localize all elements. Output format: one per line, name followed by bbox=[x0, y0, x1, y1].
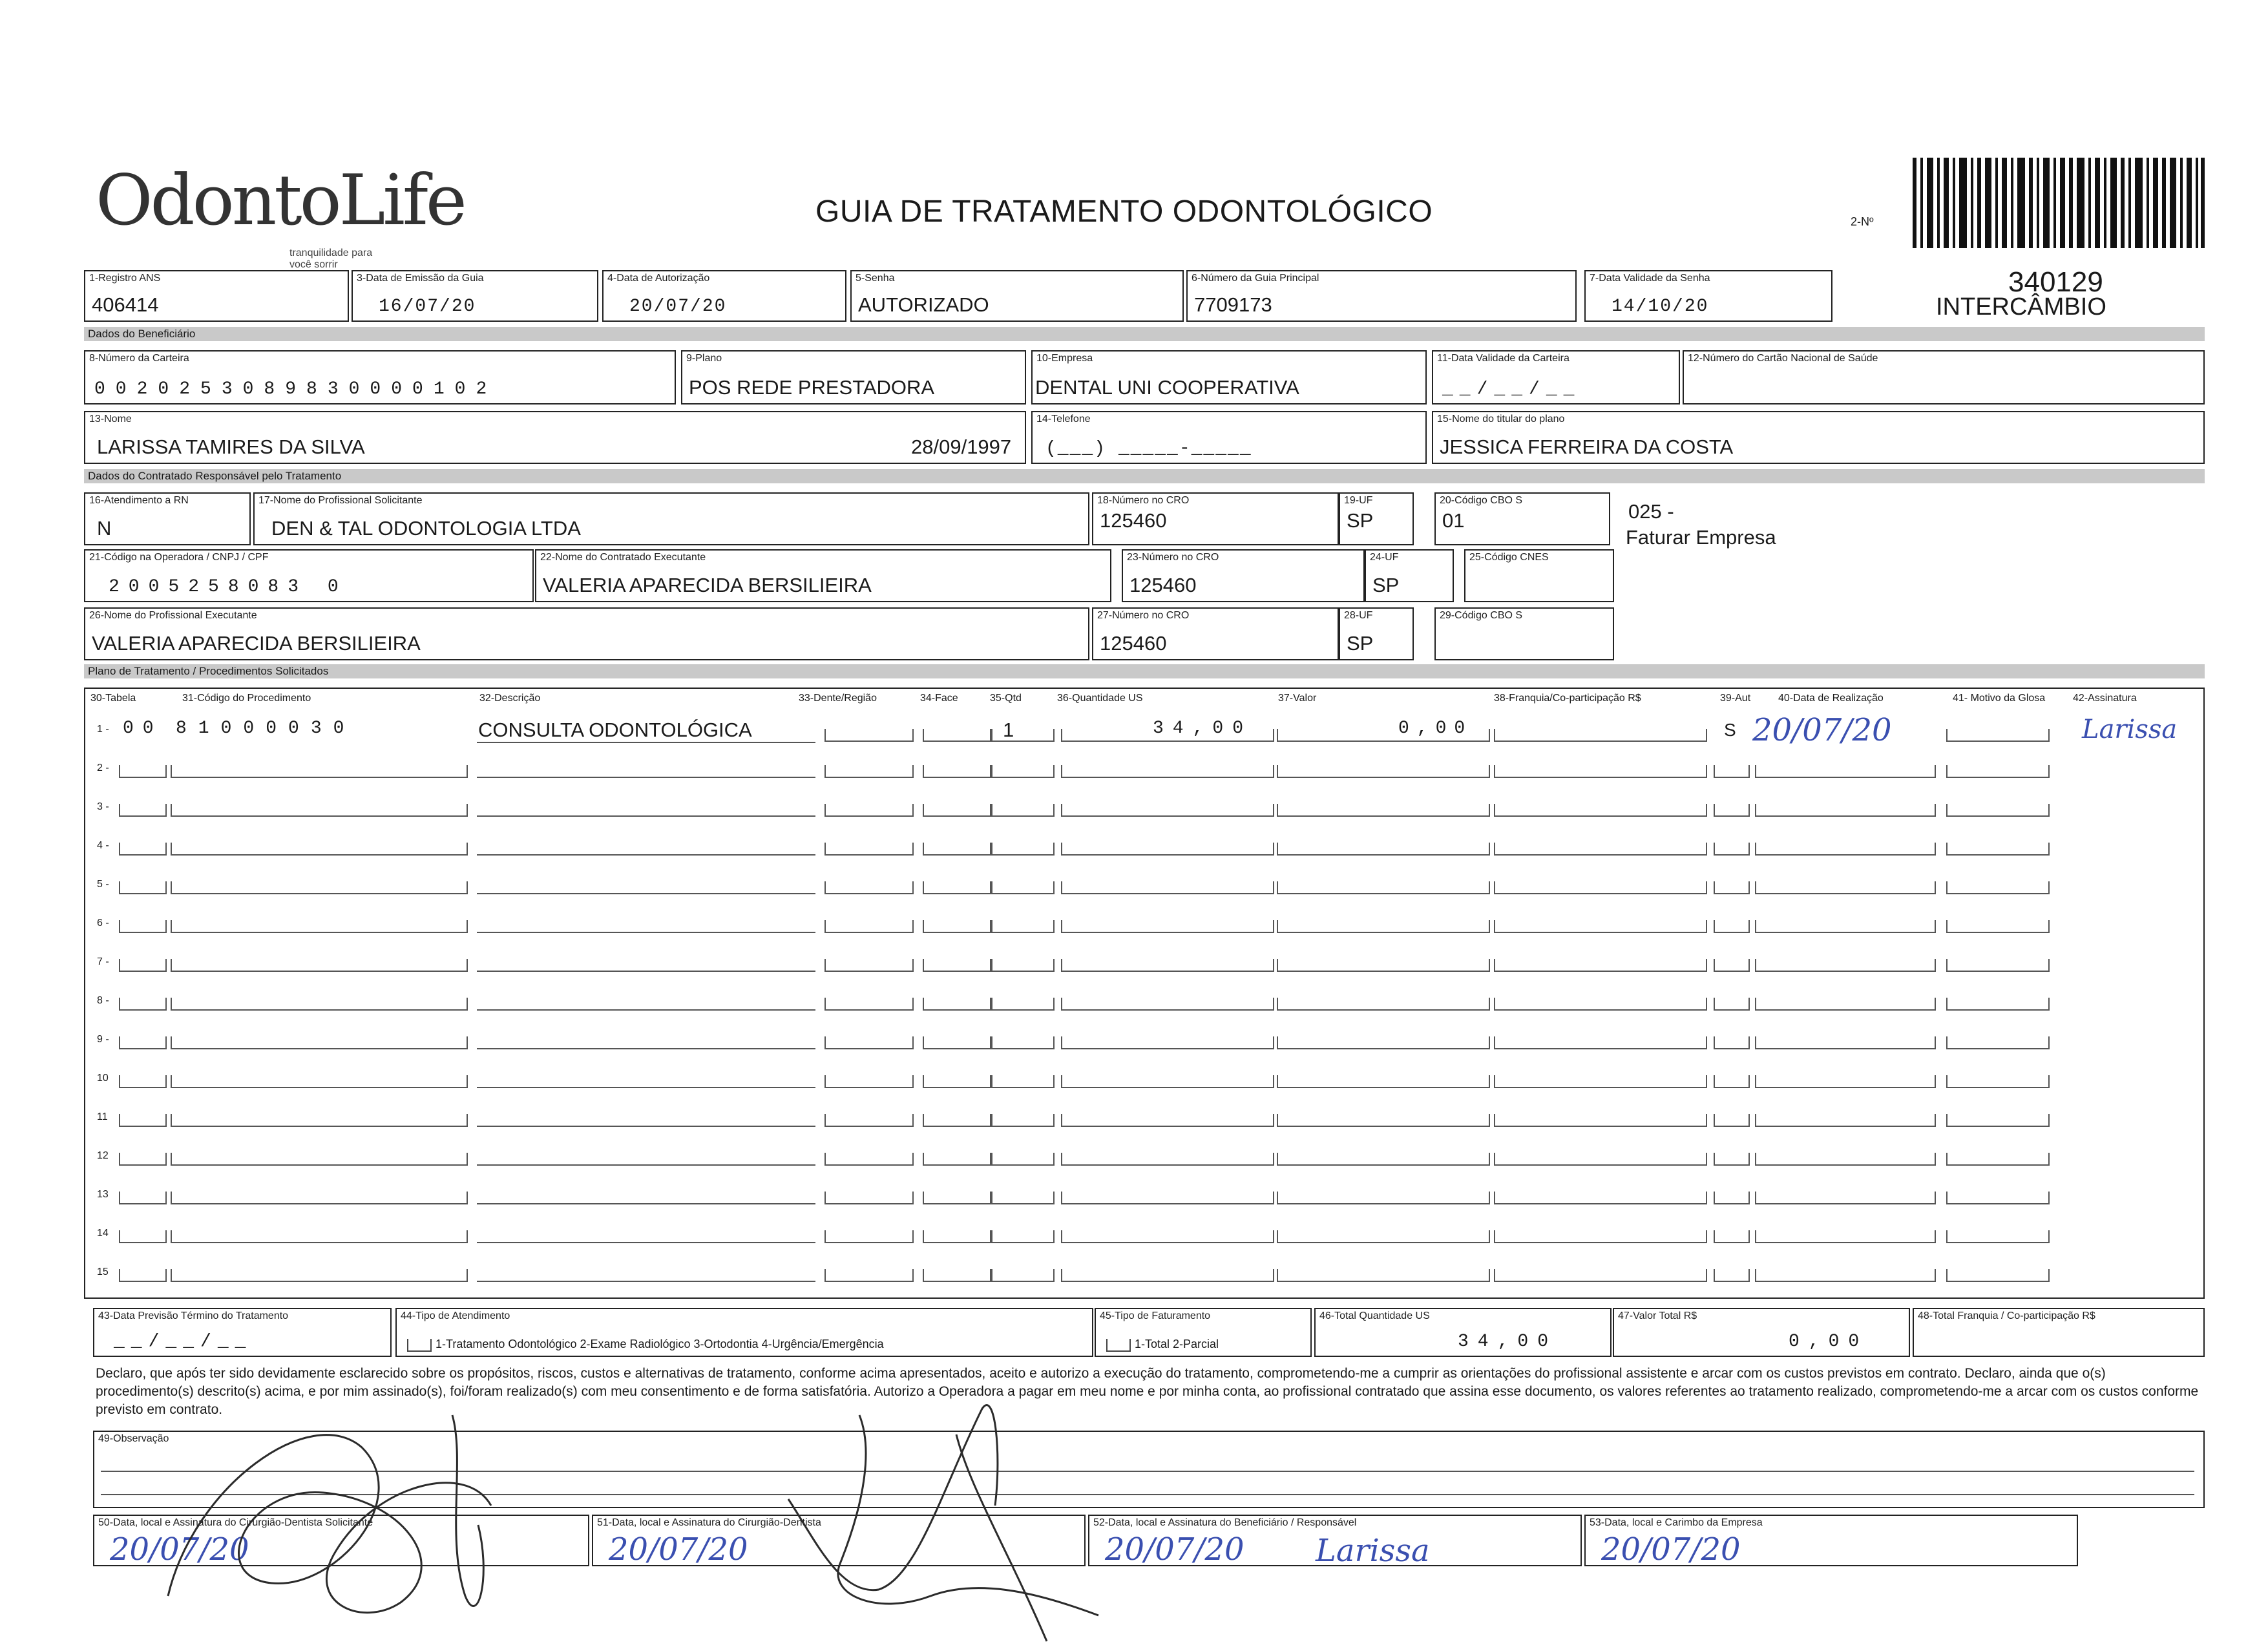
row1-valor: 0,00 bbox=[1398, 719, 1473, 739]
procedure-row-7[interactable]: 7 - bbox=[85, 947, 2203, 977]
carteira-value: 0020253089830000102 bbox=[94, 379, 498, 399]
cro-18-value: 125460 bbox=[1100, 509, 1167, 532]
col-codigo: 31-Código do Procedimento bbox=[182, 693, 311, 704]
profissional-executante-value: VALERIA APARECIDA BERSILIEIRA bbox=[92, 632, 421, 655]
col-tabela: 30-Tabela bbox=[90, 693, 136, 704]
col-valor: 37-Valor bbox=[1278, 693, 1317, 704]
field-contratado-executante[interactable]: 22-Nome do Contratado Executante VALERIA APARECIDA BERSILIEIRA bbox=[535, 549, 1111, 602]
previsao-value: __/__/__ bbox=[114, 1332, 253, 1352]
row1-data-realizacao: 20/07/20 bbox=[1752, 712, 1892, 748]
col-qtd-us: 36-Quantidade US bbox=[1057, 693, 1143, 704]
section-plano: Plano de Tratamento / Procedimentos Solicitados bbox=[84, 664, 2205, 678]
field-profissional-executante[interactable]: 26-Nome do Profissional Executante VALERIA APARECIDA BERSILIEIRA bbox=[84, 607, 1089, 660]
col-franquia: 38-Franquia/Co-participação R$ bbox=[1494, 693, 1641, 704]
nome-value: LARISSA TAMIRES DA SILVA bbox=[97, 436, 365, 458]
validade-senha-value: 14/10/20 bbox=[1612, 297, 1709, 317]
procedure-row-10[interactable]: 10 bbox=[85, 1064, 2203, 1093]
senha-value: AUTORIZADO bbox=[858, 293, 989, 316]
col-data-realizacao: 40-Data de Realização bbox=[1778, 693, 1884, 704]
field-valor-total[interactable]: 47-Valor Total R$ 0,00 bbox=[1613, 1308, 1910, 1357]
field-cnes[interactable]: 25-Código CNES bbox=[1464, 549, 1614, 602]
total-us-value: 34,00 bbox=[1458, 1332, 1558, 1352]
profissional-solicitante-value: DEN & TAL ODONTOLOGIA LTDA bbox=[271, 517, 581, 540]
col-aut: 39-Aut bbox=[1720, 693, 1751, 704]
numero-label: 2-Nº bbox=[1851, 215, 1874, 228]
field-empresa[interactable]: 10-Empresa DENTAL UNI COOPERATIVA bbox=[1031, 350, 1427, 404]
guia-principal-value: 7709173 bbox=[1194, 293, 1272, 316]
field-validade-senha[interactable]: 7-Data Validade da Senha 14/10/20 bbox=[1584, 270, 1832, 322]
tipo-atendimento-options: 1-Tratamento Odontológico 2-Exame Radiológico 3-Ortodontia 4-Urgência/Emergência bbox=[436, 1338, 884, 1350]
field-carteira[interactable]: 8-Número da Carteira 0020253089830000102 bbox=[84, 350, 676, 404]
uf-19-value: SP bbox=[1347, 509, 1374, 532]
procedure-row-14[interactable]: 14 bbox=[85, 1219, 2203, 1248]
col-qtd: 35-Qtd bbox=[990, 693, 1022, 704]
field-guia-principal[interactable]: 6-Número da Guia Principal 7709173 bbox=[1186, 270, 1577, 322]
empresa-value: DENTAL UNI COOPERATIVA bbox=[1035, 376, 1299, 399]
tipo-faturamento-options: 1-Total 2-Parcial bbox=[1135, 1338, 1219, 1350]
guia-number: 340129 bbox=[2008, 266, 2103, 298]
faturar-text: Faturar Empresa bbox=[1626, 526, 1776, 549]
field-cbo-20[interactable]: 20-Código CBO S 01 bbox=[1434, 492, 1610, 545]
data-emissao-value: 16/07/20 bbox=[379, 297, 476, 317]
field-cns[interactable]: 12-Número do Cartão Nacional de Saúde bbox=[1683, 350, 2205, 404]
col-face: 34-Face bbox=[920, 693, 958, 704]
row1-assinatura: Larissa bbox=[2082, 715, 2178, 744]
field-telefone[interactable]: 14-Telefone (___) _____-_____ bbox=[1031, 411, 1427, 464]
field-cro-23[interactable]: 23-Número no CRO 125460 bbox=[1122, 549, 1365, 602]
nascimento-value: 28/09/1997 bbox=[911, 436, 1012, 458]
registro-ans-value: 406414 bbox=[92, 293, 159, 316]
procedure-row-9[interactable]: 9 - bbox=[85, 1025, 2203, 1055]
field-uf-28[interactable]: 28-UF SP bbox=[1339, 607, 1414, 660]
s52-date: 20/07/20 bbox=[1105, 1531, 1244, 1568]
field-senha[interactable]: 5-Senha AUTORIZADO bbox=[850, 270, 1184, 322]
valor-total-value: 0,00 bbox=[1789, 1332, 1869, 1352]
field-previsao-termino[interactable]: 43-Data Previsão Término do Tratamento __/__/__ bbox=[93, 1308, 392, 1357]
field-uf-24[interactable]: 24-UF SP bbox=[1365, 549, 1454, 602]
field-titular[interactable]: 15-Nome do titular do plano JESSICA FERREIRA DA COSTA bbox=[1432, 411, 2205, 464]
field-tipo-faturamento[interactable]: 45-Tipo de Faturamento 1-Total 2-Parcial bbox=[1095, 1308, 1312, 1357]
field-plano[interactable]: 9-Plano POS REDE PRESTADORA bbox=[681, 350, 1026, 404]
row-number: 1 - bbox=[97, 724, 109, 735]
field-assinatura-beneficiario[interactable]: 52-Data, local e Assinatura do Beneficiário / Responsável 20/07/20 Larissa bbox=[1088, 1515, 1582, 1566]
procedure-row-2[interactable]: 2 - bbox=[85, 753, 2203, 783]
section-beneficiario: Dados do Beneficiário bbox=[84, 327, 2205, 341]
intercambio-label: INTERCÂMBIO bbox=[1936, 293, 2106, 320]
telefone-value: (___) _____-_____ bbox=[1045, 439, 1252, 459]
procedure-row-5[interactable]: 5 - bbox=[85, 870, 2203, 899]
field-atendimento-rn[interactable]: 16-Atendimento a RN N bbox=[84, 492, 251, 545]
procedure-row-13[interactable]: 13 bbox=[85, 1180, 2203, 1210]
uf-24-value: SP bbox=[1372, 574, 1400, 596]
s52-signature: Larissa bbox=[1316, 1533, 1430, 1569]
field-nome[interactable]: 13-Nome LARISSA TAMIRES DA SILVA 28/09/1997 bbox=[84, 411, 1026, 464]
procedure-row-3[interactable]: 3 - bbox=[85, 792, 2203, 822]
row1-qtd: 1 bbox=[1003, 719, 1014, 741]
cro-27-value: 125460 bbox=[1100, 632, 1167, 655]
field-profissional-solicitante[interactable]: 17-Nome do Profissional Solicitante DEN & TAL ODONTOLOGIA LTDA bbox=[253, 492, 1089, 545]
procedure-row-6[interactable]: 6 - bbox=[85, 909, 2203, 938]
field-assinatura-dentista[interactable]: 51-Data, local e Assinatura do Cirurgião-Dentista 20/07/20 bbox=[592, 1515, 1086, 1566]
form-title: GUIA DE TRATAMENTO ODONTOLÓGICO bbox=[815, 194, 1433, 229]
contratado-executante-value: VALERIA APARECIDA BERSILIEIRA bbox=[543, 574, 872, 596]
procedure-row-12[interactable]: 12 bbox=[85, 1141, 2203, 1171]
row1-aut: S bbox=[1724, 720, 1736, 740]
field-tipo-atendimento[interactable]: 44-Tipo de Atendimento 1-Tratamento Odontológico 2-Exame Radiológico 3-Ortodontia 4-Urgência/Emergência bbox=[395, 1308, 1093, 1357]
codigo-operadora-value: 2005258083 0 bbox=[109, 577, 348, 597]
procedure-row-11[interactable]: 11 bbox=[85, 1102, 2203, 1132]
procedure-row-8[interactable]: 8 - bbox=[85, 986, 2203, 1016]
field-registro-ans[interactable]: 1-Registro ANS 406414 bbox=[84, 270, 349, 322]
data-autorizacao-value: 20/07/20 bbox=[629, 297, 727, 317]
field-validade-carteira[interactable]: 11-Data Validade da Carteira __/__/__ bbox=[1432, 350, 1680, 404]
titular-value: JESSICA FERREIRA DA COSTA bbox=[1440, 436, 1734, 458]
col-descricao: 32-Descrição bbox=[479, 693, 541, 704]
procedure-row-15[interactable]: 15 bbox=[85, 1257, 2203, 1287]
field-observacao[interactable]: 49-Observação bbox=[93, 1431, 2205, 1508]
field-uf-19[interactable]: 19-UF SP bbox=[1339, 492, 1414, 545]
plano-value: POS REDE PRESTADORA bbox=[689, 376, 935, 399]
s50-date: 20/07/20 bbox=[110, 1531, 249, 1568]
row1-qtd-us: 34,00 bbox=[1153, 719, 1253, 739]
col-dente: 33-Dente/Região bbox=[799, 693, 877, 704]
procedure-row-4[interactable]: 4 - bbox=[85, 831, 2203, 861]
field-codigo-operadora[interactable]: 21-Código na Operadora / CNPJ / CPF 2005258083 0 bbox=[84, 549, 534, 602]
field-data-emissao[interactable]: 3-Data de Emissão da Guia 16/07/20 bbox=[352, 270, 598, 322]
field-carimbo-empresa[interactable]: 53-Data, local e Carimbo da Empresa 20/07/20 bbox=[1584, 1515, 2078, 1566]
logo-wordmark: OdontoLife bbox=[96, 160, 465, 241]
section-contratado: Dados do Contratado Responsável pelo Tratamento bbox=[84, 469, 2205, 483]
s53-date: 20/07/20 bbox=[1601, 1531, 1741, 1568]
col-assinatura: 42-Assinatura bbox=[2073, 693, 2137, 704]
field-total-franquia[interactable]: 48-Total Franquia / Co-participação R$ bbox=[1913, 1308, 2205, 1357]
cro-23-value: 125460 bbox=[1129, 574, 1197, 596]
row1-tabela: 00 bbox=[123, 719, 163, 739]
field-assinatura-solicitante[interactable]: 50-Data, local e Assinatura do Cirurgião-Dentista Solicitante 20/07/20 bbox=[93, 1515, 589, 1566]
row1-codigo: 81000030 bbox=[176, 719, 356, 739]
field-cbo-29[interactable]: 29-Código CBO S bbox=[1434, 607, 1614, 660]
atendimento-rn-value: N bbox=[97, 517, 112, 540]
cbo-20-value: 01 bbox=[1442, 509, 1465, 532]
field-cro-18[interactable]: 18-Número no CRO 125460 bbox=[1092, 492, 1339, 545]
row1-descricao: CONSULTA ODONTOLÓGICA bbox=[478, 719, 752, 741]
field-cro-27[interactable]: 27-Número no CRO 125460 bbox=[1092, 607, 1339, 660]
declaration-text: Declaro, que após ter sido devidamente esclarecido sobre os propósitos, riscos, custos e alternativas de tratamento, conforme acima apresentados, aceito e autorizo a execução do tratamento, comprometendo-me a cumprir as orientações do profissional assistente e arcar com os custos previstos em contrato. Declaro, ainda que o(s) procedimento(s) descrito(s) acima, e por mim assinado(s), foi/foram realizado(s) com meu consentimento e de forma satisfatória. Autorizo a Operadora a pagar em meu nome e por minha conta, ao profissional contratado que assina esse documento, os valores referentes ao tratamento realizado, comprometendo-me a arcar com os custos conforme previsto em contrato. bbox=[96, 1366, 2199, 1417]
logo-tagline: tranquilidade para você sorrir bbox=[289, 247, 373, 270]
col-motivo-glosa: 41- Motivo da Glosa bbox=[1953, 693, 2046, 704]
s51-date: 20/07/20 bbox=[609, 1531, 748, 1568]
field-total-us[interactable]: 46-Total Quantidade US 34,00 bbox=[1314, 1308, 1612, 1357]
field-data-autorizacao[interactable]: 4-Data de Autorização 20/07/20 bbox=[602, 270, 846, 322]
uf-28-value: SP bbox=[1347, 632, 1374, 655]
faturar-code: 025 - bbox=[1628, 500, 1674, 523]
validade-carteira-value: __/__/__ bbox=[1442, 379, 1581, 399]
